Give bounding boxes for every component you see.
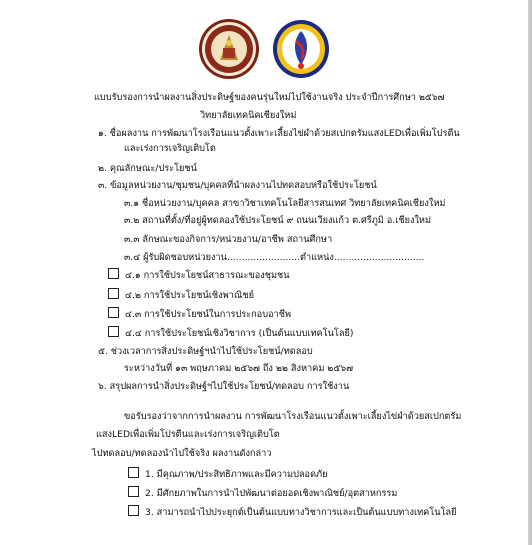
option-4-2[interactable] (108, 288, 254, 302)
checkbox-4-2[interactable] (108, 288, 119, 299)
item-5-heading: ๕. ช่วงเวลาการสิ่งประดิษฐ์ฯนำไปใช้ประโยชน์/ทดลอบ (98, 346, 313, 357)
college-name: วิทยาลัยเทคนิคเชียงใหม่ (200, 110, 297, 121)
certify-checkbox-3[interactable] (128, 505, 139, 516)
item-6-heading: ๖. สรุปผลการนำสิ่งประดิษฐ์ฯไปใช้ประโยชน์/ทดลอบ การใช้งาน (98, 381, 350, 392)
certify-checkbox-1[interactable] (128, 467, 139, 478)
option-4-1-label: ๔.๑ การใช้ประโยชน์สาธารณะของชุมชน (125, 270, 290, 281)
item-5-date-range: ระหว่างวันที่ ๑๓ พฤษภาคม ๒๕๖๗ ถึง ๒๒ สิงหาคม ๒๕๖๗ (124, 363, 354, 374)
item-3-3-business-type: ๓.๓ ลักษณะของกิจการ/หน่วยงาน/อาชีพ สถานศึกษา (124, 234, 333, 245)
vocational-college-seal-logo (198, 18, 260, 80)
item-1-title-cont: และเร่งการเจริญเติบโต (124, 143, 216, 154)
certify-option-3[interactable] (128, 505, 456, 519)
form-title: แบบรับรองการนำผลงานสิ่งประดิษฐ์ของคนรุ่นใหม่ไปใช้งานจริง ประจำปีการศึกษา ๒๕๖๗ (94, 92, 445, 103)
checkbox-4-1[interactable] (108, 268, 119, 279)
item-3-heading: ๓. ข้อมูลหน่วยงาน/ชุมชน/บุคคลที่นำผลงานไปทดสอบหรือใช้ประโยชน์ (98, 180, 377, 191)
item-3-1-unit-name: ๓.๑ ชื่อหน่วยงาน/บุคคล สาขาวิชาเทคโนโลยีสารสนเทศ วิทยาลัยเทคนิคเชียงใหม่ (124, 198, 446, 209)
certify-checkbox-2[interactable] (128, 486, 139, 497)
certify-paragraph-line3: ไปทดลอบ/ทดลองนำไปใช้จริง ผลงานดังกล่าว (92, 448, 272, 459)
item-1-title: ๑. ชื่อผลงาน การพัฒนาโรงเรือนแนวตั้งเพาะเลี้ยงไข่ผำด้วยสเปกตรัมแสงLEDเพื่อเพิ่มโปรตีน (98, 128, 460, 139)
option-4-2-label: ๔.๒ การใช้ประโยชน์เชิงพาณิชย์ (125, 290, 254, 301)
certify-paragraph-line1: ขอรับรองว่าจากการนำผลงาน การพัฒนาโรงเรือนแนวตั้งเพาะเลี้ยงไข่ผำด้วยสเปกตรัม (124, 411, 462, 422)
option-4-3[interactable] (108, 307, 291, 321)
certify-option-2-label: 2. มีศักยภาพในการนำไปพัฒนาต่อยอดเชิงพาณิชย์/อุตสาหกรรม (145, 488, 398, 499)
certify-paragraph-line2: แสงLEDเพื่อเพิ่มโปรตีนและเร่งการเจริญเติบโต (96, 429, 280, 440)
certify-option-1[interactable] (128, 467, 327, 481)
certify-option-1-label: 1. มีคุณภาพ/ประสิทธิภาพและมีความปลอดภัย (145, 469, 328, 480)
checkbox-4-3[interactable] (108, 307, 119, 318)
item-2-heading: ๒. คุณลักษณะ/ประโยชน์ (98, 163, 197, 174)
option-4-4[interactable] (108, 326, 353, 340)
option-4-1[interactable] (108, 268, 290, 282)
invention-emblem-logo (272, 19, 330, 79)
item-3-2-location: ๓.๒ สถานที่ตั้ง/ที่อยู่ผู้ทดลองใช้ประโยชน์ ๙ ถนนเวียงแก้ว ต.ศรีภูมิ อ.เชียงใหม่ (124, 215, 432, 226)
certify-option-2[interactable] (128, 486, 397, 500)
item-3-4-responsible-person: ๓.๔ ผู้รับผิดชอบหน่วยงาน.........................ตำแหน่ง............................... (124, 252, 425, 263)
option-4-3-label: ๔.๓ การใช้ประโยชน์ในการประกอบอาชีพ (125, 309, 291, 320)
checkbox-4-4[interactable] (108, 326, 119, 337)
certify-option-3-label: 3. สามารถนำไปประยุกต์เป็นต้นแบบทางวิชาการและเป็นต้นแบบทางเทคโนโลยี (145, 507, 457, 518)
option-4-4-label: ๔.๔ การใช้ประโยชน์เชิงวิชาการ (เป็นต้นแบบเทคโนโลยี) (125, 328, 354, 339)
